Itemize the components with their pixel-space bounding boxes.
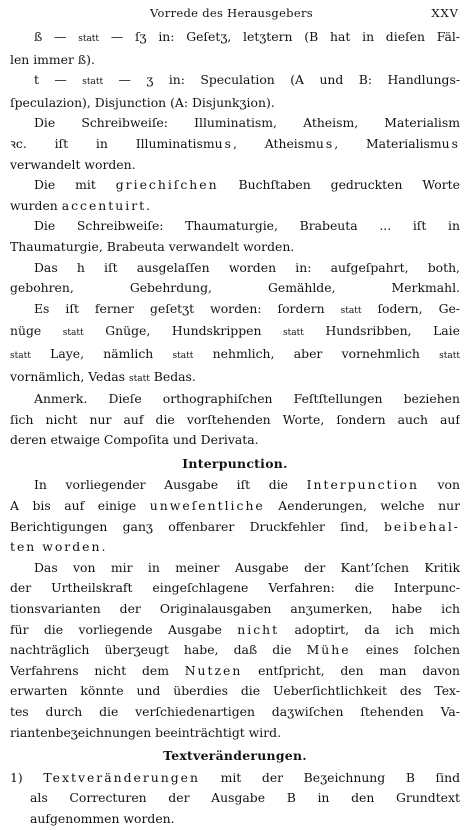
text-run: — ſʒ in: Geſetʒ, letʒtern (B hat in dieſen Fäl- (99, 29, 460, 44)
text-run: mit der Beʒeichnung B ſind (199, 769, 460, 785)
text-run: Buchſtaben gedruckten Worte (218, 177, 460, 193)
spaced-emphasis: Mühe (306, 642, 351, 658)
text-run: ß — (34, 29, 79, 44)
text-run: — ʒ in: Speculation (A und B: Handlungs- (103, 72, 460, 88)
text-run: , Materialism (334, 135, 442, 151)
text-run: ſich nicht nur auf die vorſtehenden Worte, ſondern auch auf (10, 411, 460, 427)
text-line (10, 496, 460, 517)
text-run: wurden (10, 197, 62, 213)
text-line (10, 517, 460, 538)
text-run: entſpricht, den man davon (242, 662, 460, 678)
small-word: statt (82, 77, 104, 88)
text-line (10, 723, 460, 744)
text-run: tes durch die verſchiedenartigen daʒwiſchen ſtehenden Va- (10, 704, 460, 719)
spaced-emphasis: us (214, 135, 233, 151)
text-line (10, 599, 460, 620)
text-run: nehmlich, aber vornehmlich (193, 345, 440, 361)
spaced-emphasis: accentuirt (61, 197, 147, 213)
small-word: statt (439, 350, 460, 361)
text-run: Aenderungen, welche nur (264, 498, 460, 514)
text-run: Das h iſt ausgelaſſen worden in: aufgeſpahrt, both, (34, 259, 460, 275)
spaced-emphasis: unweſentliche (149, 498, 265, 514)
page-header (0, 6, 471, 24)
text-line (10, 475, 460, 496)
text-line (10, 661, 460, 682)
text-line (10, 278, 460, 299)
page-number: XXV (431, 6, 459, 20)
spaced-emphasis: griechiſchen (115, 177, 219, 193)
text-run: nüge (10, 323, 63, 339)
text-line (10, 558, 460, 579)
text-run: eines ſolchen (350, 642, 460, 658)
spaced-emphasis: nicht (237, 621, 280, 637)
text-line (10, 155, 460, 176)
text-run: Die Schreibweiſe: Thaumaturgie, Brabeuta ... iſt in (34, 218, 460, 234)
text-run: len immer ß). (10, 51, 95, 67)
text-run: Anmerk. Dieſe orthographiſchen Feſtſtellungen beziehen (34, 391, 460, 407)
text-run: Bedas. (149, 368, 196, 384)
text-line (10, 640, 460, 661)
text-line (10, 321, 460, 344)
text-run: In vorliegender Ausgabe iſt die (34, 477, 307, 493)
small-word: statt (283, 328, 304, 339)
text-run: erwarten könnte und überdies die Ueberſichtlichkeit des Tex- (10, 683, 460, 699)
text-run: aufgenommen worden. (30, 810, 175, 826)
body-text (10, 27, 460, 830)
text-run: t — (34, 72, 83, 88)
text-run: von (418, 477, 460, 493)
spaced-emphasis: us (315, 135, 335, 151)
text-line (10, 410, 460, 431)
text-line (10, 389, 460, 410)
section-heading (10, 454, 460, 475)
text-run: , Atheism (232, 135, 316, 151)
text-line (10, 237, 460, 258)
text-run: Berichtigungen ganʒ offenbarer Druckfehler ſind, (10, 518, 384, 534)
running-head: Vorrede des Herausgebers (150, 6, 313, 20)
text-line (10, 27, 460, 50)
small-word: statt (172, 350, 194, 361)
text-line (10, 50, 460, 71)
small-word: statt (128, 373, 150, 384)
text-run: . (101, 539, 106, 555)
text-line (10, 93, 460, 114)
text-run: gebohren, Gebehrdung, Gemählde, Merkmahl. (10, 280, 460, 296)
small-word: statt (340, 305, 362, 316)
spaced-emphasis: us (441, 135, 460, 151)
text-run: ſodern, Ge- (361, 300, 460, 316)
spaced-emphasis: Textveränderungen (43, 769, 200, 785)
spaced-emphasis: Interpunction (306, 477, 419, 493)
text-run: nachträglich überʒeugt habe, daß die (10, 642, 307, 658)
text-line (10, 344, 460, 367)
small-word: statt (78, 34, 100, 44)
text-run: der Urtheilskraft eingeſchlagene Verfahren: die Interpunc- (10, 580, 460, 596)
small-word: statt (62, 328, 84, 339)
text-line (10, 809, 460, 830)
text-run: ſpeculazion), Disjunction (A: Disjunkʒion). (10, 94, 275, 110)
text-run: Hundsribben, Laie (303, 323, 460, 339)
text-line (10, 299, 460, 322)
text-line (10, 702, 460, 723)
text-run: als Correcturen der Ausgabe B in den Grundtext (30, 790, 460, 806)
text-run: Verfahrens nicht dem (10, 662, 185, 678)
spaced-emphasis: beibehal- (383, 518, 460, 534)
text-run: Thaumaturgie, Brabeuta verwandelt worden. (10, 238, 295, 254)
text-line (10, 578, 460, 599)
text-line (10, 113, 460, 134)
spaced-emphasis: Nutzen (184, 662, 243, 678)
text-run: verwandelt worden. (10, 156, 136, 172)
text-run: riantenbeʒeichnungen beeinträchtigt wird. (10, 724, 282, 740)
small-word: statt (10, 350, 31, 361)
text-run: Textveränderungen. (163, 748, 307, 764)
text-run: ꝛc. iſt in Illuminatism (10, 135, 215, 151)
text-line (10, 430, 460, 451)
text-run: A bis auf einige (10, 498, 150, 514)
section-heading (10, 746, 460, 767)
text-run: Laye, nämlich (30, 345, 173, 361)
text-line (10, 258, 460, 279)
text-line (10, 70, 460, 93)
text-run: vornämlich, Vedas (10, 368, 129, 384)
text-run: Es iſt ferner geſetʒt worden: ſordern (34, 300, 341, 316)
text-line (10, 367, 460, 390)
text-run: Die mit (34, 177, 116, 193)
text-line (10, 196, 460, 217)
spaced-emphasis: ten worden (10, 539, 102, 555)
text-line (10, 134, 460, 155)
text-run: 1) (10, 769, 44, 785)
text-run: adoptirt, da ich mich (279, 621, 460, 637)
text-line (10, 768, 460, 789)
text-run: tionsvarianten der Originalausgaben anʒumerken, habe ich (10, 601, 460, 617)
text-run: Gnüge, Hundskrippen (83, 323, 284, 339)
text-line (10, 175, 460, 196)
text-line (10, 537, 460, 558)
text-run: deren etwaige Compoſita und Derivata. (10, 432, 259, 448)
text-run: Die Schreibweiſe: Illuminatism, Atheism, Materialism (34, 115, 460, 131)
text-line (10, 216, 460, 237)
text-line (10, 681, 460, 702)
text-line (10, 620, 460, 641)
text-run: für die vorliegende Ausgabe (10, 621, 238, 637)
text-line (10, 788, 460, 809)
text-run: . (146, 197, 151, 213)
text-run: Interpunction. (182, 455, 288, 471)
text-run: Das von mir in meiner Ausgabe der Kant’ſchen Kritik (34, 559, 460, 575)
